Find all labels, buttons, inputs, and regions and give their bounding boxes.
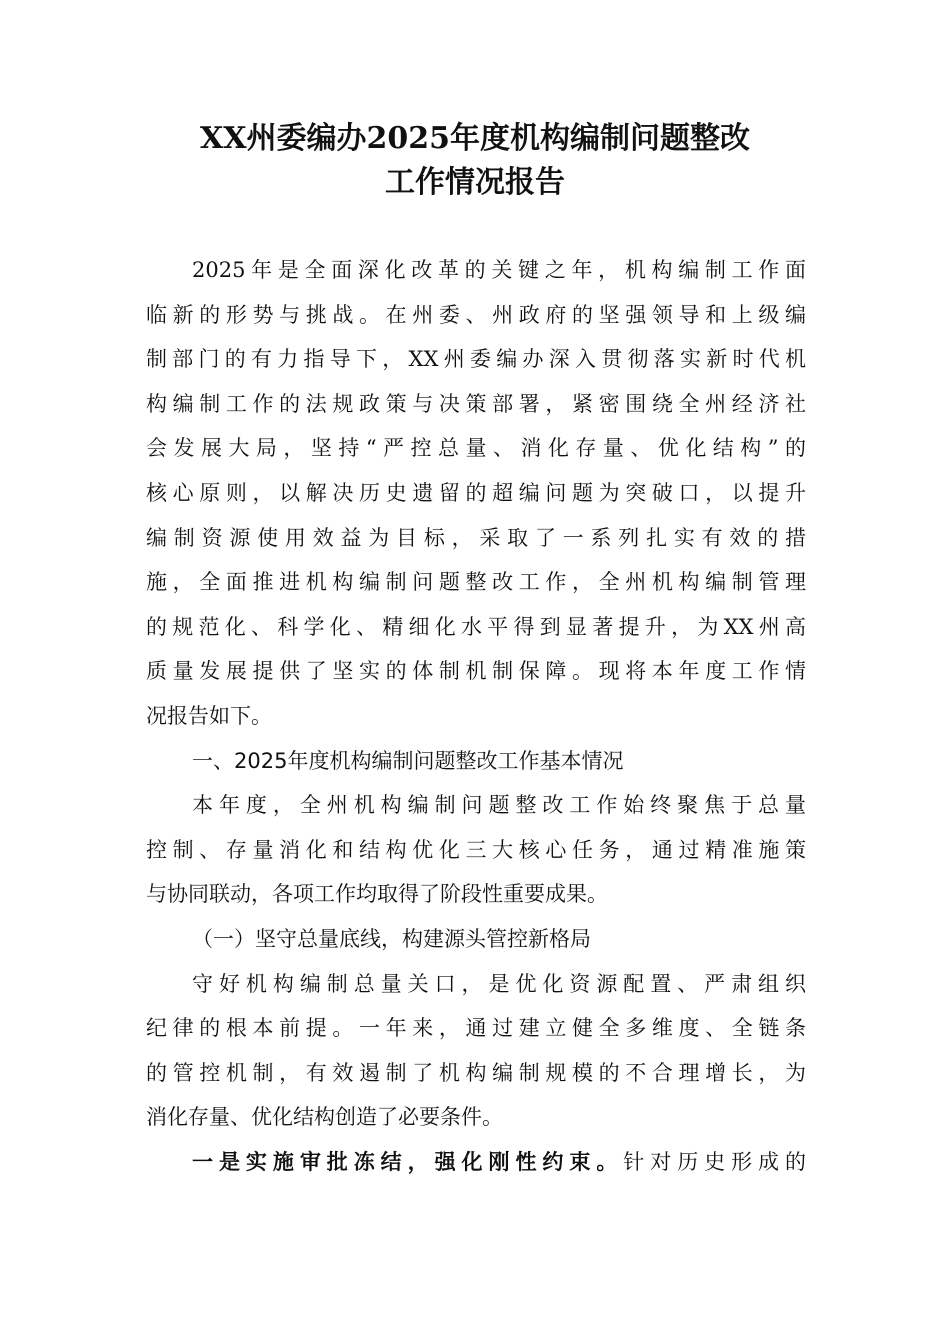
- text-line: 质量发展提供了坚实的体制机制保障。现将本年度工作情: [146, 659, 806, 684]
- text-line: 施，全面推进机构编制问题整改工作，全州机构编制管理: [146, 570, 806, 595]
- text-line: 与协同联动，各项工作均取得了阶段性重要成果。: [146, 882, 608, 907]
- text-line: 守好机构编制总量关口，是优化资源配置、严肃组织: [192, 971, 806, 996]
- document-body: [146, 248, 806, 1184]
- text-line: 控制、存量消化和结构优化三大核心任务，通过精准施策: [146, 837, 806, 862]
- text-line: 的管控机制，有效遏制了机构编制规模的不合理增长，为: [146, 1060, 806, 1085]
- text-line: 消化存量、优化结构创造了必要条件。: [146, 1105, 503, 1130]
- text-line: 会发展大局，坚持“严控总量、消化存量、优化结构”的: [146, 436, 806, 461]
- subsection-heading-1: （一）坚守总量底线，构建源头管控新格局: [192, 926, 591, 951]
- paragraph-point-1: [146, 1140, 806, 1185]
- text-line: 制部门的有力指导下，XX州委编办深入贯彻落实新时代机: [146, 347, 806, 372]
- text-line: 临新的形势与挑战。在州委、州政府的坚强领导和上级编: [146, 302, 806, 327]
- text-line: 纪律的根本前提。一年来，通过建立健全多维度、全链条: [146, 1016, 806, 1041]
- text-line: 况报告如下。: [146, 703, 272, 728]
- text-line: 核心原则，以解决历史遗留的超编问题为突破口，以提升: [146, 480, 806, 505]
- paragraph-subsection-1: [146, 962, 806, 1140]
- section-heading-1: 一、2025年度机构编制问题整改工作基本情况: [192, 748, 624, 773]
- text-line: 本年度，全州机构编制问题整改工作始终聚焦于总量: [192, 793, 806, 818]
- text-line: 2025年是全面深化改革的关键之年，机构编制工作面: [192, 258, 806, 282]
- document-title-line-2: 工作情况报告: [385, 165, 565, 200]
- point-lead-bold: 一是实施审批冻结，强化刚性约束。: [192, 1148, 624, 1174]
- text-line: 构编制工作的法规政策与决策部署，紧密围绕全州经济社: [146, 391, 806, 416]
- text-line: 的规范化、科学化、精细化水平得到显著提升，为XX州高: [146, 614, 806, 639]
- paragraph-section-1: [146, 783, 806, 917]
- point-text: 针对历史形成的: [623, 1149, 807, 1174]
- paragraph-intro: [146, 248, 806, 739]
- document-title-line-1: XX州委编办2025年度机构编制问题整改: [199, 121, 751, 156]
- text-line: 编制资源使用效益为目标，采取了一系列扎实有效的措: [146, 525, 806, 550]
